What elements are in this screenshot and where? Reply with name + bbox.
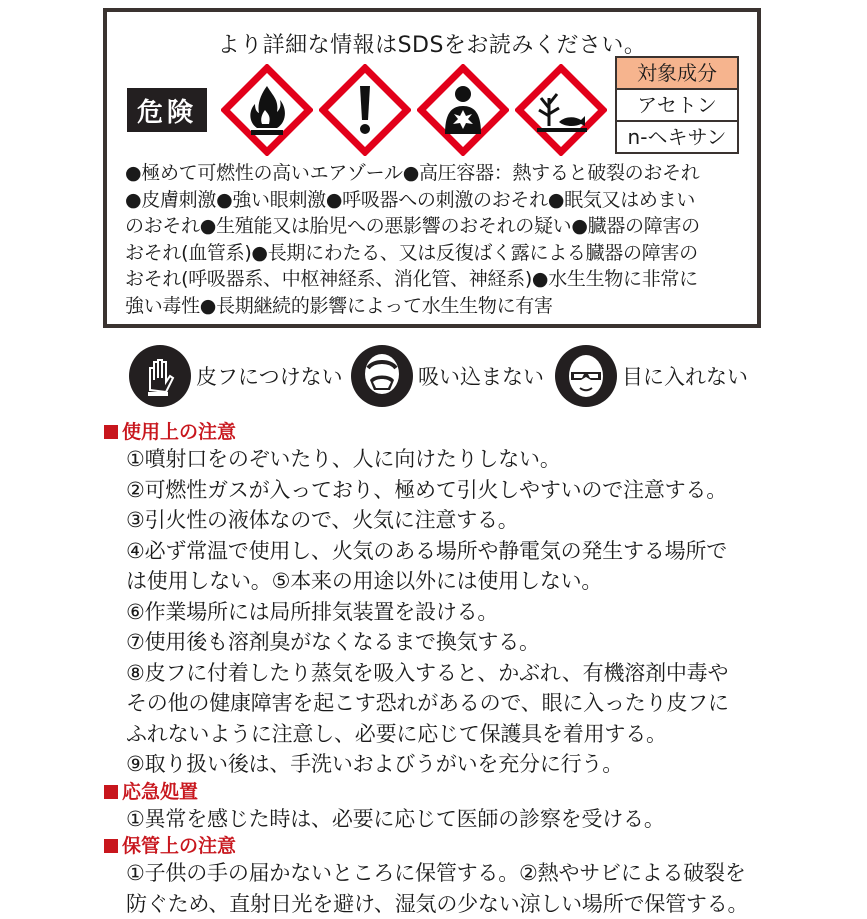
section-heading-usage [104, 420, 804, 444]
storage-line: 防ぐため、直射日光を避け、湿気の少ない涼しい場所で保管する。 [104, 889, 804, 919]
precaution-line: ③引火性の液体なので、火気に注意する。 [104, 505, 804, 536]
ppe-item-gloves [128, 344, 343, 408]
flame-icon [221, 64, 313, 156]
ingredient-item: アセトン [617, 88, 737, 120]
hazard-line: ●極めて可燃性の高いエアゾール●高圧容器：熱すると破裂のおそれ [125, 160, 747, 187]
precaution-line: ⑦使用後も溶剤臭がなくなるまで換気する。 [104, 627, 804, 658]
first-aid-line: ①異常を感じた時は、必要に応じて医師の診察を受ける。 [104, 804, 804, 835]
target-ingredients-table [615, 56, 739, 154]
precautions [104, 420, 804, 919]
ingredient-item: n-ヘキサン [617, 120, 737, 152]
hazard-line: 強い毒性●長期継続的影響によって水生生物に有害 [125, 293, 747, 320]
hazard-line: ●皮膚刺激●強い眼刺激●呼吸器への刺激のおそれ●眠気又はめまい [125, 187, 747, 214]
signal-word-badge: 危険 [127, 88, 207, 132]
sds-note: より詳細な情報はSDSをお読みください。 [107, 28, 757, 59]
precaution-line: その他の健康障害を起こす恐れがあるので、眼に入ったり皮フに [104, 688, 804, 719]
heading-square [104, 785, 118, 799]
precaution-line: ふれないように注意し、必要に応じて保護具を着用する。 [104, 719, 804, 750]
hazard-statements [125, 160, 747, 319]
glove-icon [128, 344, 192, 408]
environment-icon [515, 64, 607, 156]
section-title: 応急処置 [122, 780, 198, 804]
mask-icon [350, 344, 414, 408]
section-title: 保管上の注意 [122, 834, 236, 858]
hazard-line: おそれ(呼吸器系、中枢神経系、消化管、神経系)●水生生物に非常に [125, 266, 747, 293]
exclamation-mark-icon [319, 64, 411, 156]
precaution-line: ①噴射口をのぞいたり、人に向けたりしない。 [104, 444, 804, 475]
goggles-icon [554, 344, 618, 408]
precaution-line: ⑨取り扱い後は、手洗いおよびうがいを充分に行う。 [104, 749, 804, 780]
hazard-line: おそれ(血管系)●長期にわたる、又は反復ばく露による臓器の障害の [125, 240, 747, 267]
precaution-line: ④必ず常温で使用し、火気のある場所や静電気の発生する場所で [104, 536, 804, 567]
precaution-line: ②可燃性ガスが入っており、極めて引火しやすいので注意する。 [104, 475, 804, 506]
ppe-item-mask [350, 344, 544, 408]
health-hazard-icon [417, 64, 509, 156]
section-heading-first-aid [104, 780, 804, 804]
precaution-line: ⑥作業場所には局所排気装置を設ける。 [104, 597, 804, 628]
section-title: 使用上の注意 [122, 420, 236, 444]
hazard-warning-box [103, 8, 761, 328]
ppe-label: 皮フにつけない [196, 361, 343, 391]
heading-square [104, 839, 118, 853]
ppe-label: 吸い込まない [418, 361, 544, 391]
section-heading-storage [104, 834, 804, 858]
storage-line: ①子供の手の届かないところに保管する。②熱やサビによる破裂を [104, 858, 804, 889]
precaution-line: ⑧皮フに付着したり蒸気を吸入すると、かぶれ、有機溶剤中毒や [104, 658, 804, 689]
ppe-item-goggles [554, 344, 748, 408]
precaution-line: は使用しない。⑤本来の用途以外には使用しない。 [104, 566, 804, 597]
ingredients-header: 対象成分 [617, 58, 737, 88]
hazard-line: のおそれ●生殖能又は胎児への悪影響のおそれの疑い●臓器の障害の [125, 213, 747, 240]
heading-square [104, 425, 118, 439]
ppe-label: 目に入れない [622, 361, 748, 391]
ppe-instructions [128, 344, 768, 414]
